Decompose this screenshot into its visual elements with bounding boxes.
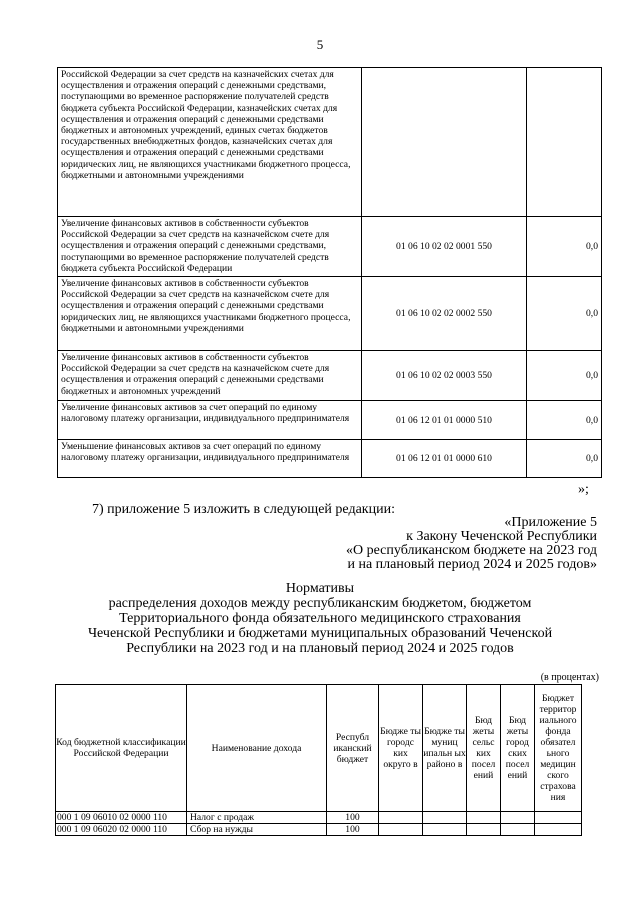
row-republic: 100 [327,812,379,824]
amendment-item-7: 7) приложение 5 изложить в следующей редакции: [92,502,395,517]
row-code: 000 1 09 06020 02 0000 110 [56,824,187,836]
row-empty-cell [423,812,467,824]
row-code: 01 06 12 01 01 0000 610 [362,440,527,478]
row-empty-cell [501,824,535,836]
closing-quote: »; [578,482,589,497]
header-municipal-districts: Бюдже ты муниц ипальн ых районо в [423,685,467,812]
header-city-settlements: Бюд жеты город ских посел ений [501,685,535,812]
header-rural-settlements: Бюд жеты сельс ких посел ений [467,685,501,812]
row-empty-cell [535,812,582,824]
header-republic: Республ иканский бюджет [327,685,379,812]
row-description: Увеличение финансовых активов в собственности субъектов Российской Федерации за счет средств на казначейском счете для осуществления и отражения операций с денежными средствами бюджетных и автономных учреждений [58,351,362,401]
row-description: Российской Федерации за счет средств на казначейских счетах для осуществления и отражения операций с денежными средствами, поступающими во временное распоряжение получателей средств бюджета субъекта Российской Федерации, казначейских счетах для осуществления и отражения операций с денежными средствами бюджетных и автономных учреждений, единых счетах бюджетов государственных внебюджетных фондов, казначейских счетах для осуществления и отражения операций с денежными средствами юридических лиц, не являющихся участниками бюджетного процесса, бюджетными и автономными учреждениями [58,68,362,217]
title-line: Республики на 2023 год и на плановый период 2024 и 2025 годов [126,641,514,656]
title-line: Нормативы [285,581,355,596]
row-description: Увеличение финансовых активов в собственности субъектов Российской Федерации за счет средств на казначейском счете для осуществления и отражения операций с денежными средствами, поступающими во временное распоряжение получателей средств бюджета субъекта Российской Федерации [58,217,362,277]
header-territorial-fund: Бюджет территор иального фонда обязател ьного медицин ского страхова ния [535,685,582,812]
table-row [58,440,602,478]
row-code: 01 06 10 02 02 0001 550 [362,217,527,277]
appendix-header-line: «О республиканском бюджете на 2023 год [346,543,597,558]
table-row [58,68,602,217]
appendix-header [346,516,597,572]
title-line: Территориального фонда обязательного медицинского страхования [119,611,521,626]
row-empty-cell [379,824,423,836]
row-value: 0,0 [527,440,602,478]
row-description: Увеличение финансовых активов в собственности субъектов Российской Федерации за счет средств на казначейском счете для осуществления и отражения операций с денежными средствами юридических лиц, не являющихся участниками бюджетного процесса, бюджетными и автономными учреждениями [58,277,362,351]
appendix-header-line: и на плановый период 2024 и 2025 годов» [347,557,597,572]
row-value: 0,0 [527,351,602,401]
row-code: 01 06 10 02 02 0003 550 [362,351,527,401]
table-row [58,351,602,401]
row-empty-cell [501,812,535,824]
appendix-header-line: «Приложение 5 [504,515,597,530]
row-value: 0,0 [527,277,602,351]
table-row [56,824,582,836]
appendix-header-line: к Закону Чеченской Республики [406,529,597,544]
table-row [58,217,602,277]
row-empty-cell [423,824,467,836]
table-header-row [56,685,582,812]
row-value: 0,0 [527,401,602,440]
row-empty-cell [379,812,423,824]
row-description: Уменьшение финансовых активов за счет операций по единому налоговому платежу организации, индивидуального предпринимателя [58,440,362,478]
row-code: 01 06 12 01 01 0000 510 [362,401,527,440]
row-code: 000 1 09 06010 02 0000 110 [56,812,187,824]
table-row [58,277,602,351]
table-row [58,401,602,440]
row-code [362,68,527,217]
row-value: 0,0 [527,217,602,277]
revenue-norms-table [55,684,582,836]
row-empty-cell [467,824,501,836]
row-code: 01 06 10 02 02 0002 550 [362,277,527,351]
page-number: 5 [316,37,324,52]
title-line: распределения доходов между республиканским бюджетом, бюджетом [108,596,532,611]
units-note: (в процентах) [540,672,599,683]
row-description: Увеличение финансовых активов за счет операций по единому налоговому платежу организации, индивидуального предпринимателя [58,401,362,440]
header-urban-districts: Бюдже ты городс ких округо в [379,685,423,812]
row-name: Сбор на нужды [187,824,327,836]
row-empty-cell [467,812,501,824]
table-row [56,812,582,824]
header-code: Код бюджетной классификации Российской Федерации [56,685,187,812]
document-title [40,581,600,656]
row-value [527,68,602,217]
row-empty-cell [535,824,582,836]
financial-assets-table [57,67,602,478]
row-republic: 100 [327,824,379,836]
title-line: Чеченской Республики и бюджетами муниципальных образований Чеченской [87,626,553,641]
row-name: Налог с продаж [187,812,327,824]
header-name: Наименование дохода [187,685,327,812]
